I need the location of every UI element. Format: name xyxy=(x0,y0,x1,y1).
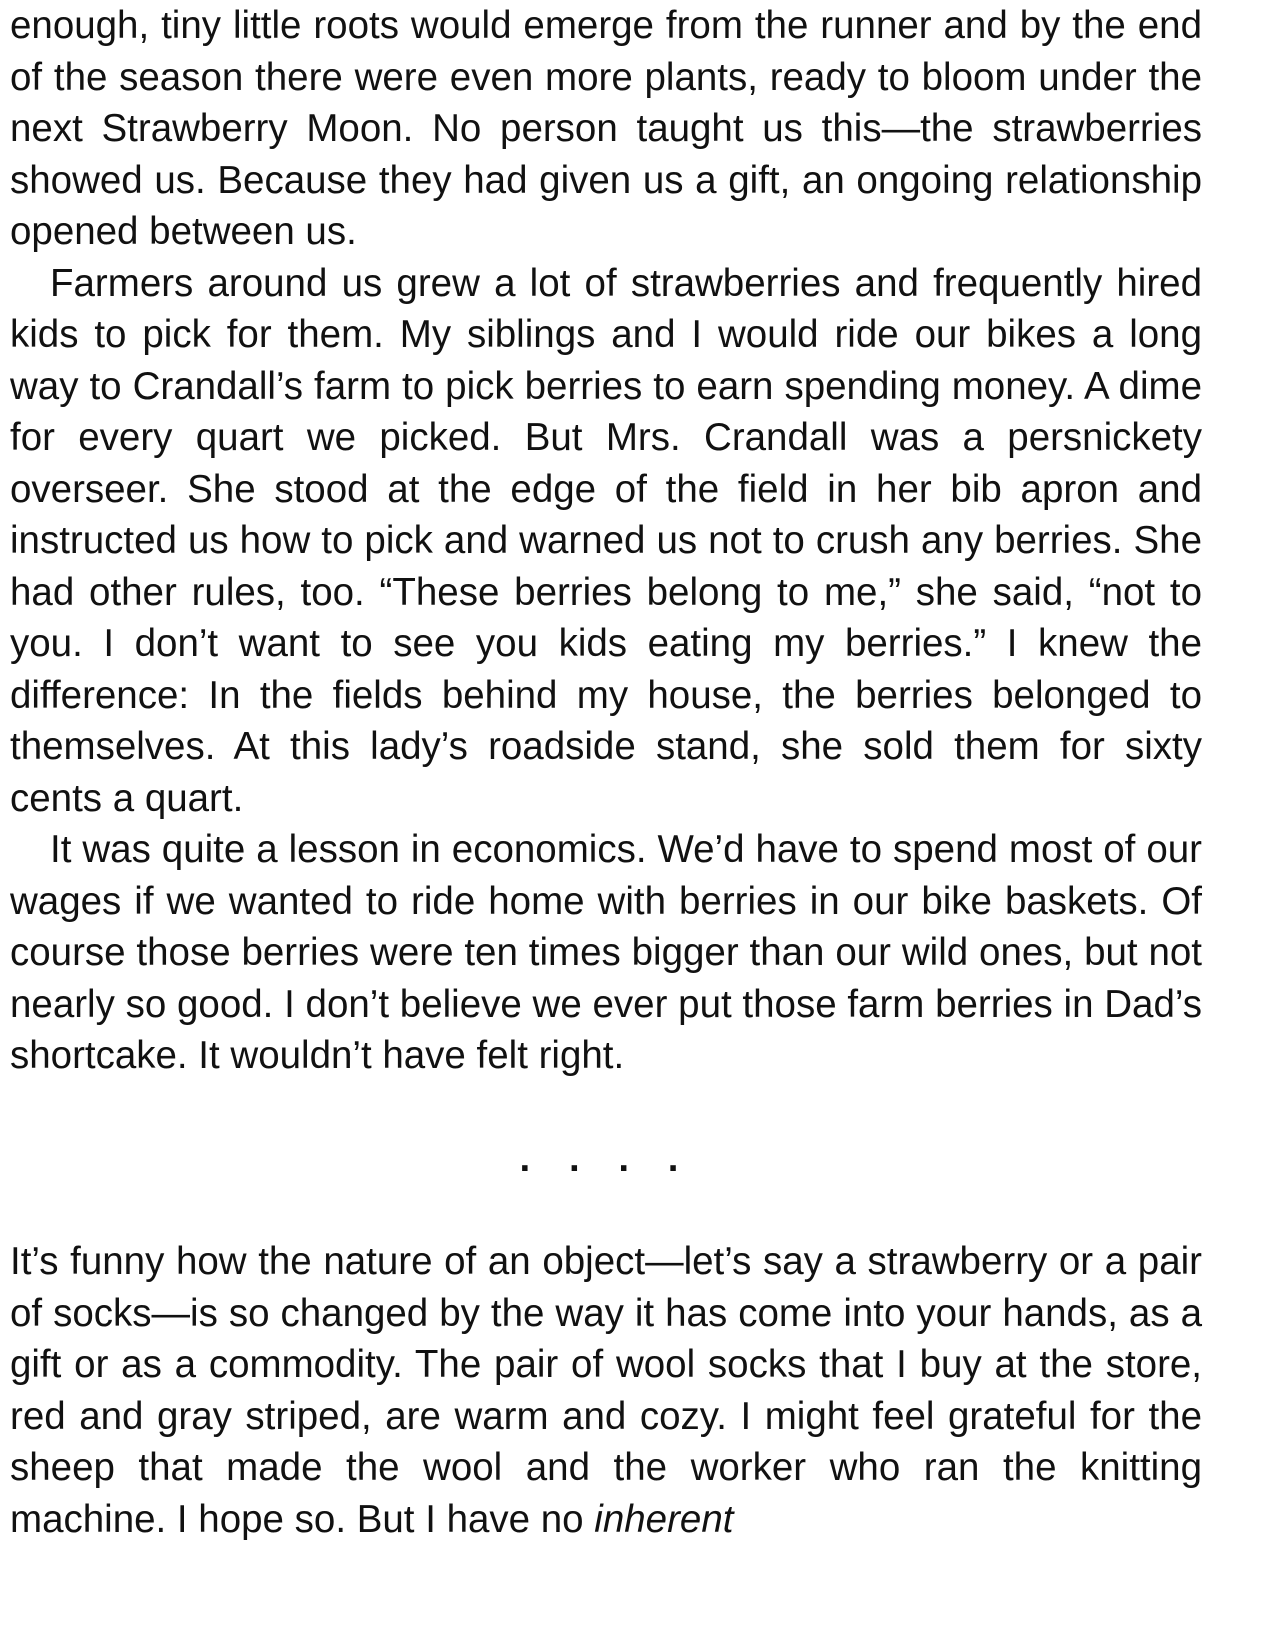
paragraph-gift-text: It’s funny how the nature of an object—let’s say a strawberry or a pair of socks—is so changed by the way it has come into your hands, as a gift or as a commodity. The pair of wool socks that I buy at the store, red and gray striped, are warm and cozy. I might feel grateful for the sheep that made the wool and the worker who ran the knitting machine. I hope so. But I have no xyxy=(10,1240,1202,1541)
paragraph-italic-word: inherent xyxy=(594,1497,734,1541)
document-page xyxy=(10,0,1202,1545)
paragraph-crandall-farm: Farmers around us grew a lot of strawberries and frequently hired kids to pick for them. My siblings and I would ride our bikes a long way to Crandall’s farm to pick berries to earn spending money. A dime for every quart we picked. But Mrs. Crandall was a persnickety overseer. She stood at the edge of the field in her bib apron and instructed us how to pick and warned us not to crush any berries. She had other rules, too. “These berries belong to me,” she said, “not to you. I don’t want to see you kids eating my berries.” I knew the difference: In the fields behind my house, the berries belonged to themselves. At this lady’s roadside stand, she sold them for sixty cents a quart. xyxy=(10,261,1202,820)
paragraph-gift-or-commodity xyxy=(10,1236,1202,1545)
paragraph-economics-lesson: It was quite a lesson in economics. We’d have to spend most of our wages if we wanted to ride home with berries in our bike baskets. Of course those berries were ten times bigger than our wild ones, but not nearly so good. I don’t believe we ever put those farm berries in Dad’s shortcake. It wouldn’t have felt right. xyxy=(10,828,1202,1077)
section-separator: . . . . xyxy=(519,1137,693,1180)
paragraph-runner-roots: enough, tiny little roots would emerge from the runner and by the end of the season there were even more plants, ready to bloom under the next Strawberry Moon. No person taught us this—the strawberries showed us. Because they had given us a gift, an ongoing relationship opened between us. xyxy=(10,4,1202,253)
